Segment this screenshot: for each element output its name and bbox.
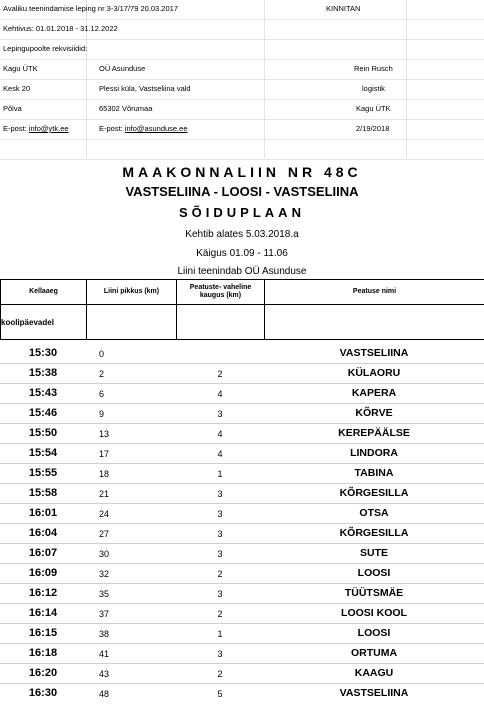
table-row bbox=[0, 504, 484, 524]
table-row bbox=[0, 364, 484, 384]
row-time: 16:09 bbox=[0, 567, 86, 579]
row-km: 48 bbox=[99, 689, 109, 699]
row-distance: 3 bbox=[176, 649, 264, 659]
row-distance: 2 bbox=[176, 609, 264, 619]
table-row bbox=[0, 664, 484, 684]
row-distance: 4 bbox=[176, 389, 264, 399]
row-km: 32 bbox=[99, 569, 109, 579]
row-distance: 3 bbox=[176, 589, 264, 599]
signer-role: logistik bbox=[362, 84, 385, 93]
row-stop: KÕRGESILLA bbox=[264, 527, 484, 539]
row-time: 15:43 bbox=[0, 387, 86, 399]
row-stop: KÕRGESILLA bbox=[264, 487, 484, 499]
row-km: 6 bbox=[99, 389, 104, 399]
operator-line: Liini teenindab OÜ Asunduse bbox=[0, 266, 484, 277]
party2-street: Plessi küla, Vastseliina vald bbox=[99, 84, 191, 93]
row-km: 13 bbox=[99, 429, 109, 439]
row-time: 16:07 bbox=[0, 547, 86, 559]
party2-email-link[interactable]: info@asunduse.ee bbox=[125, 124, 188, 133]
row-km: 24 bbox=[99, 509, 109, 519]
row-time: 16:12 bbox=[0, 587, 86, 599]
row-stop: LOOSI KOOL bbox=[264, 607, 484, 619]
row-stop: LOOSI bbox=[264, 627, 484, 639]
party2-name: OÜ Asunduse bbox=[99, 64, 145, 73]
row-time: 15:50 bbox=[0, 427, 86, 439]
table-row bbox=[0, 424, 484, 444]
signer-name: Rein Rusch bbox=[354, 64, 393, 73]
schedule-table-header bbox=[0, 279, 484, 340]
row-distance: 3 bbox=[176, 509, 264, 519]
season-period: Käigus 01.09 - 11.06 bbox=[0, 248, 484, 259]
row-km: 41 bbox=[99, 649, 109, 659]
route-title: VASTSELIINA - LOOSI - VASTSELIINA bbox=[0, 184, 484, 199]
row-time: 15:30 bbox=[0, 347, 86, 359]
table-row bbox=[0, 524, 484, 544]
row-stop: KAPERA bbox=[264, 387, 484, 399]
table-row bbox=[0, 404, 484, 424]
row-time: 16:01 bbox=[0, 507, 86, 519]
parties-label: Lepingupoolte rekvisiidid: bbox=[3, 44, 87, 53]
party1-name: Kagu ÜTK bbox=[3, 64, 38, 73]
row-distance: 1 bbox=[176, 629, 264, 639]
row-km: 0 bbox=[99, 349, 104, 359]
line-number-title: MAAKONNALIIN NR 48C bbox=[0, 164, 484, 180]
row-stop: LINDORA bbox=[264, 447, 484, 459]
valid-from: Kehtib alates 5.03.2018.a bbox=[0, 229, 484, 240]
row-stop: TÜÜTSMÄE bbox=[264, 587, 484, 599]
row-km: 17 bbox=[99, 449, 109, 459]
party1-street: Kesk 20 bbox=[3, 84, 30, 93]
contract-number: Avaliku teenindamise leping nr 3-3/17/79 20.03.2017 bbox=[3, 4, 178, 13]
row-stop: OTSA bbox=[264, 507, 484, 519]
table-row bbox=[0, 564, 484, 584]
table-row bbox=[0, 644, 484, 664]
row-distance: 2 bbox=[176, 669, 264, 679]
row-stop: KAAGU bbox=[264, 667, 484, 679]
col-header-stop: Peatuse nimi bbox=[265, 280, 484, 305]
row-time: 16:18 bbox=[0, 647, 86, 659]
row-distance: 3 bbox=[176, 529, 264, 539]
row-stop: LOOSI bbox=[264, 567, 484, 579]
approval-status: KINNITAN bbox=[326, 4, 360, 13]
table-row bbox=[0, 484, 484, 504]
day-type-label: koolipäevadel bbox=[1, 305, 87, 340]
table-row bbox=[0, 384, 484, 404]
row-time: 16:04 bbox=[0, 527, 86, 539]
row-distance: 1 bbox=[176, 469, 264, 479]
row-km: 2 bbox=[99, 369, 104, 379]
row-km: 21 bbox=[99, 489, 109, 499]
table-row bbox=[0, 344, 484, 364]
row-stop: KÜLAORU bbox=[264, 367, 484, 379]
row-stop: KÕRVE bbox=[264, 407, 484, 419]
row-km: 43 bbox=[99, 669, 109, 679]
col-header-time: Kellaaeg bbox=[1, 280, 87, 305]
row-stop: TABINA bbox=[264, 467, 484, 479]
row-km: 37 bbox=[99, 609, 109, 619]
table-row bbox=[0, 464, 484, 484]
row-km: 18 bbox=[99, 469, 109, 479]
row-time: 16:14 bbox=[0, 607, 86, 619]
row-stop: VASTSELIINA bbox=[264, 347, 484, 359]
row-km: 30 bbox=[99, 549, 109, 559]
row-time: 15:46 bbox=[0, 407, 86, 419]
party1-email-link[interactable]: info@ytk.ee bbox=[29, 124, 69, 133]
row-distance: 3 bbox=[176, 489, 264, 499]
row-time: 16:20 bbox=[0, 667, 86, 679]
table-row bbox=[0, 444, 484, 464]
row-distance: 5 bbox=[176, 689, 264, 699]
row-stop: ORTUMA bbox=[264, 647, 484, 659]
row-time: 16:30 bbox=[0, 687, 86, 699]
party2-email: E-post: info@asunduse.ee bbox=[99, 124, 188, 133]
row-time: 15:58 bbox=[0, 487, 86, 499]
row-distance: 4 bbox=[176, 429, 264, 439]
row-km: 9 bbox=[99, 409, 104, 419]
party1-city: Põlva bbox=[3, 104, 22, 113]
row-time: 15:55 bbox=[0, 467, 86, 479]
row-distance: 3 bbox=[176, 549, 264, 559]
col-header-distance: Peatuste- vaheline kaugus (km) bbox=[177, 280, 265, 305]
signature-date: 2/19/2018 bbox=[356, 124, 389, 133]
row-stop: SUTE bbox=[264, 547, 484, 559]
validity-period: Kehtivus: 01.01.2018 - 31.12.2022 bbox=[3, 24, 118, 33]
row-time: 15:38 bbox=[0, 367, 86, 379]
row-km: 38 bbox=[99, 629, 109, 639]
table-row bbox=[0, 584, 484, 604]
row-km: 35 bbox=[99, 589, 109, 599]
row-km: 27 bbox=[99, 529, 109, 539]
signer-org: Kagu ÜTK bbox=[356, 104, 391, 113]
table-row bbox=[0, 684, 484, 704]
row-stop: VASTSELIINA bbox=[264, 687, 484, 699]
row-stop: KEREPÄÄLSE bbox=[264, 427, 484, 439]
party1-email: E-post: info@ytk.ee bbox=[3, 124, 69, 133]
row-time: 15:54 bbox=[0, 447, 86, 459]
row-distance: 4 bbox=[176, 449, 264, 459]
row-time: 16:15 bbox=[0, 627, 86, 639]
party2-postal: 65302 Võrumaa bbox=[99, 104, 152, 113]
row-distance: 2 bbox=[176, 569, 264, 579]
schedule-title: SÕIDUPLAAN bbox=[0, 205, 484, 220]
row-distance: 2 bbox=[176, 369, 264, 379]
row-distance: 3 bbox=[176, 409, 264, 419]
col-header-length: Liini pikkus (km) bbox=[87, 280, 177, 305]
table-row bbox=[0, 604, 484, 624]
table-row bbox=[0, 544, 484, 564]
table-row bbox=[0, 624, 484, 644]
